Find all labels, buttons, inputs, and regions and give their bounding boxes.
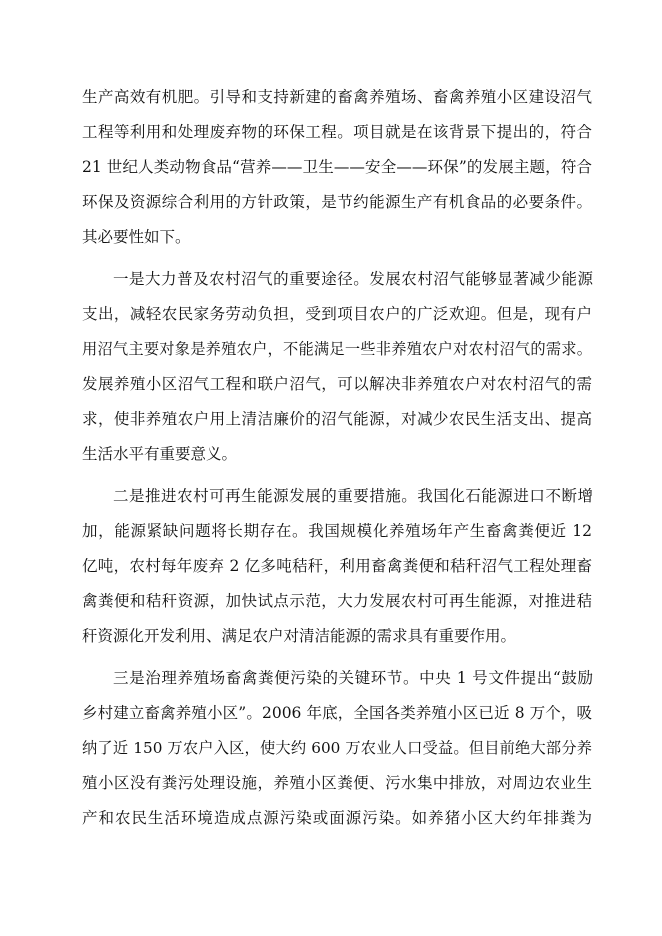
paragraph-1-line-2: 工程等利用和处理废弃物的环保工程。项目就是在该背景下提出的，符合 [82,123,592,141]
paragraph-4-line-1: 三是治理养殖场畜禽粪便污染的关键环节。中央 1 号文件提出“鼓励 [113,669,593,687]
paragraph-3-line-1: 二是推进农村可再生能源发展的重要措施。我国化石能源进口不断增 [113,487,593,505]
paragraph-4-line-5: 产和农民生活环境造成点源污染或面源污染。如养猪小区大约年排粪为 [82,809,592,827]
paragraph-3-line-4: 禽粪便和秸秆资源，加快试点示范，大力发展农村可再生能源，对推进秸 [82,592,592,610]
paragraph-1-line-3: 21 世纪人类动物食品“营养——卫生——安全——环保”的发展主题，符合 [82,158,592,176]
paragraph-2-line-5: 求，使非养殖农户用上清洁廉价的沼气能源，对减少农民生活支出、提高 [82,410,592,428]
paragraph-4-line-2: 乡村建立畜禽养殖小区”。2006 年底，全国各类养殖小区已近 8 万个，吸 [82,704,592,722]
paragraph-2-line-1: 一是大力普及农村沼气的重要途径。发展农村沼气能够显著减少能源 [113,270,593,288]
paragraph-2-line-6: 生活水平有重要意义。 [82,445,238,463]
paragraph-4-line-4: 殖小区没有粪污处理设施，养殖小区粪便、污水集中排放，对周边农业生 [82,774,592,792]
paragraph-1-line-1: 生产高效有机肥。引导和支持新建的畜禽养殖场、畜禽养殖小区建设沼气 [82,88,592,106]
paragraph-2-line-3: 用沼气主要对象是养殖农户，不能满足一些非养殖农户对农村沼气的需求。 [82,340,592,358]
paragraph-1-line-4: 环保及资源综合利用的方针政策，是节约能源生产有机食品的必要条件。 [82,193,592,211]
paragraph-4-line-3: 纳了近 150 万农户入区，使大约 600 万农业人口受益。但目前绝大部分养 [82,739,592,757]
paragraph-2-line-4: 发展养殖小区沼气工程和联户沼气，可以解决非养殖农户对农村沼气的需 [82,375,592,393]
paragraph-3-line-2: 加，能源紧缺问题将长期存在。我国规模化养殖场年产生畜禽粪便近 12 [82,522,592,540]
paragraph-1-line-5: 其必要性如下。 [82,228,191,246]
paragraph-2-line-2: 支出，减轻农民家务劳动负担，受到项目农户的广泛欢迎。但是，现有户 [82,305,592,323]
paragraph-3-line-3: 亿吨，农村每年废弃 2 亿多吨秸秆，利用畜禽粪便和秸秆沼气工程处理畜 [82,557,592,575]
paragraph-3-line-5: 秆资源化开发利用、满足农户对清洁能源的需求具有重要作用。 [82,627,517,645]
